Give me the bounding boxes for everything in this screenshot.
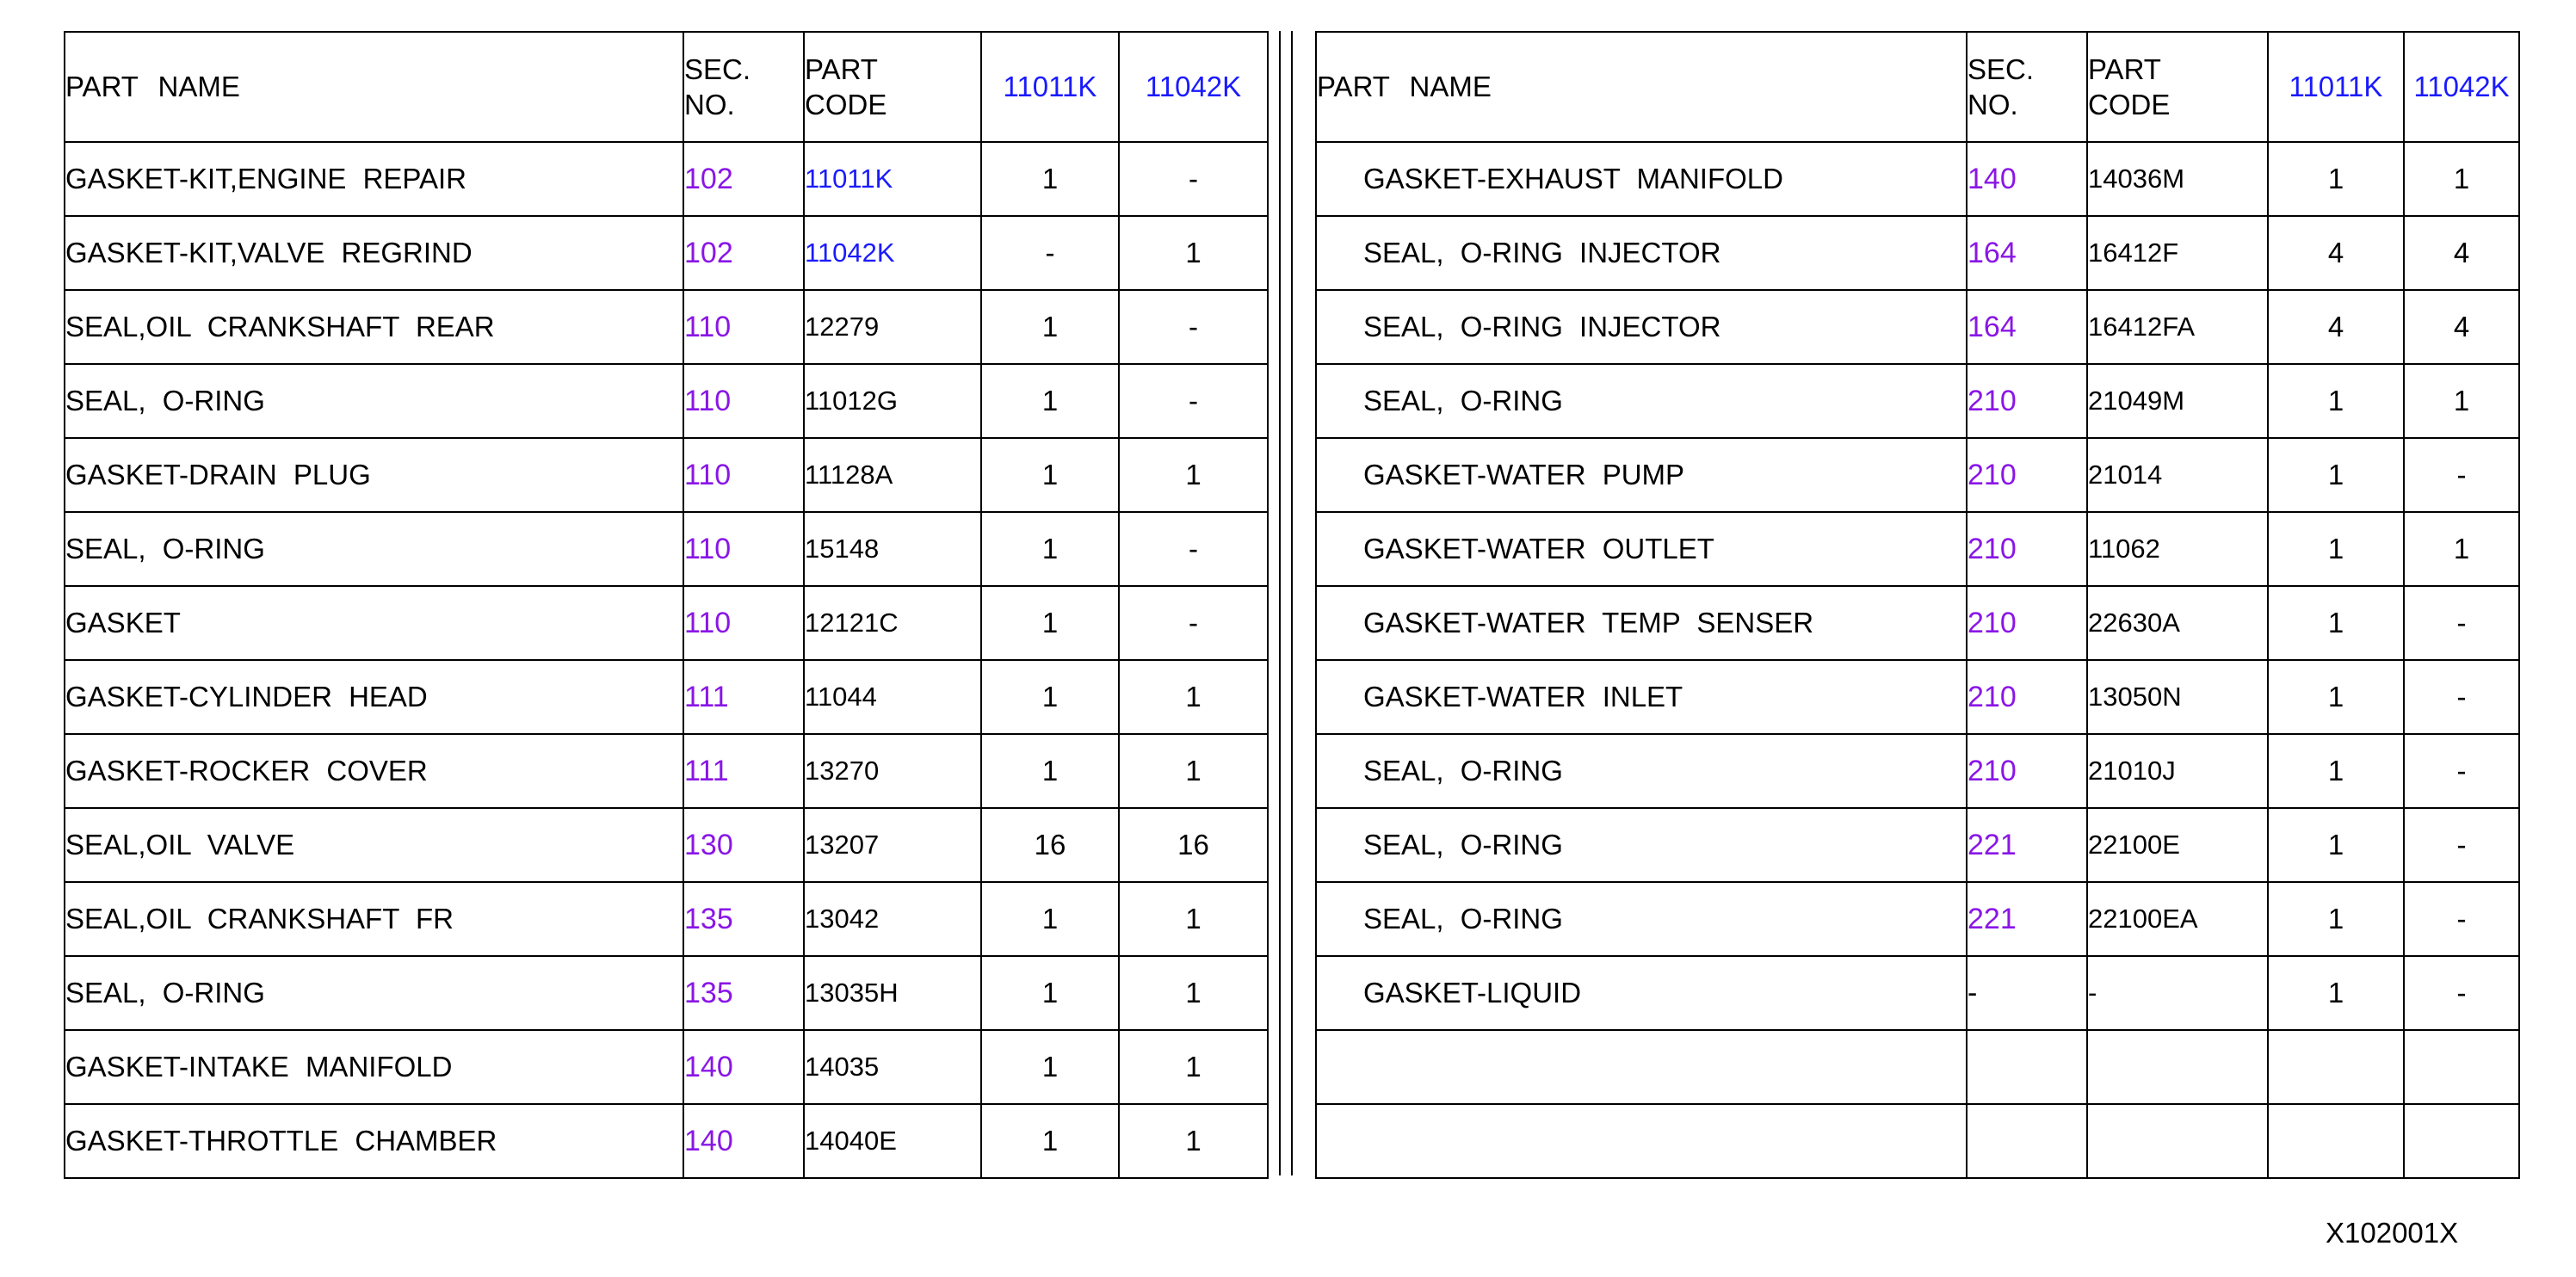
qty-11011k-cell: 1 (2268, 734, 2404, 808)
section-number-cell (1967, 1030, 2087, 1104)
part-code-cell (2087, 1030, 2268, 1104)
qty-11042k-cell: - (2404, 882, 2519, 956)
header-row (1316, 32, 2519, 142)
qty-11042k-cell: - (2404, 734, 2519, 808)
qty-11042k-cell: 1 (1119, 734, 1268, 808)
part-name-cell: GASKET-THROTTLE CHAMBER (65, 1104, 683, 1178)
qty-11011k-cell: 1 (981, 1104, 1119, 1178)
part-code-cell: 11011K (804, 142, 981, 216)
qty-11042k-cell: - (2404, 586, 2519, 660)
part-name-cell: GASKET-EXHAUST MANIFOLD (1316, 142, 1967, 216)
section-number-cell: 210 (1967, 512, 2087, 586)
qty-11011k-cell: 1 (981, 438, 1119, 512)
part-code-cell: 13270 (804, 734, 981, 808)
header-code-line2: CODE (2088, 89, 2171, 120)
qty-11011k-cell: 1 (981, 512, 1119, 586)
qty-11042k-cell: - (1119, 142, 1268, 216)
document-id: X102001X (2326, 1217, 2459, 1249)
part-name-cell: GASKET-KIT,ENGINE REPAIR (65, 142, 683, 216)
part-code-cell: 11012G (804, 364, 981, 438)
header-part-name: PART NAME (1316, 32, 1967, 142)
part-name-cell: SEAL, O-RING (65, 512, 683, 586)
qty-11042k-cell: - (2404, 808, 2519, 882)
part-code-cell: 11042K (804, 216, 981, 290)
part-name-cell: GASKET-LIQUID (1316, 956, 1967, 1030)
section-number-cell: 135 (683, 956, 804, 1030)
qty-11042k-cell: 1 (2404, 364, 2519, 438)
qty-11042k-cell (2404, 1104, 2519, 1178)
qty-11042k-cell: - (1119, 364, 1268, 438)
part-code-cell: 13035H (804, 956, 981, 1030)
header-kit-11042k: 11042K (1119, 32, 1268, 142)
table-row (65, 734, 1268, 808)
section-number-cell: 110 (683, 364, 804, 438)
left-table-body (65, 142, 1268, 1178)
qty-11011k-cell: 1 (981, 364, 1119, 438)
part-name-cell: GASKET-WATER INLET (1316, 660, 1967, 734)
part-code-cell: 12279 (804, 290, 981, 364)
table-row (1316, 586, 2519, 660)
section-number-cell: 210 (1967, 364, 2087, 438)
table-row (65, 660, 1268, 734)
part-code-cell (2087, 1104, 2268, 1178)
right-table-body (1316, 142, 2519, 1178)
header-sec-line2: NO. (1968, 89, 2018, 120)
header-sec-line2: NO. (684, 89, 735, 120)
part-name-cell (1316, 1104, 1967, 1178)
qty-11042k-cell: 1 (1119, 216, 1268, 290)
qty-11011k-cell: 1 (981, 290, 1119, 364)
part-code-cell: 22100EA (2087, 882, 2268, 956)
part-code-cell: 16412FA (2087, 290, 2268, 364)
table-row (1316, 1030, 2519, 1104)
qty-11011k-cell: 16 (981, 808, 1119, 882)
qty-11042k-cell: - (1119, 512, 1268, 586)
table-row (65, 808, 1268, 882)
qty-11042k-cell: 1 (1119, 956, 1268, 1030)
header-part-code (804, 32, 981, 142)
header-sec-line1: SEC. (684, 53, 751, 85)
section-number-cell: 111 (683, 660, 804, 734)
section-number-cell: 102 (683, 142, 804, 216)
part-code-cell: 13042 (804, 882, 981, 956)
part-name-cell: SEAL, O-RING (65, 364, 683, 438)
part-code-cell: 11044 (804, 660, 981, 734)
part-name-cell: SEAL, O-RING INJECTOR (1316, 216, 1967, 290)
part-name-cell: GASKET-ROCKER COVER (65, 734, 683, 808)
section-number-cell: 221 (1967, 808, 2087, 882)
qty-11011k-cell: 1 (2268, 142, 2404, 216)
section-number-cell: 102 (683, 216, 804, 290)
table-row (1316, 808, 2519, 882)
part-name-cell: GASKET-WATER PUMP (1316, 438, 1967, 512)
part-code-cell: 14035 (804, 1030, 981, 1104)
header-code-line2: CODE (805, 89, 887, 120)
table-row (1316, 660, 2519, 734)
table-row (1316, 364, 2519, 438)
table-row (65, 586, 1268, 660)
section-number-cell: 221 (1967, 882, 2087, 956)
part-name-cell: GASKET-CYLINDER HEAD (65, 660, 683, 734)
qty-11011k-cell: 4 (2268, 216, 2404, 290)
header-kit-11011k: 11011K (981, 32, 1119, 142)
part-code-cell: 14036M (2087, 142, 2268, 216)
qty-11042k-cell: 4 (2404, 290, 2519, 364)
qty-11042k-cell: - (2404, 956, 2519, 1030)
header-row (65, 32, 1268, 142)
part-name-cell: SEAL,OIL CRANKSHAFT FR (65, 882, 683, 956)
part-code-cell: 11062 (2087, 512, 2268, 586)
table-separator (1267, 31, 1315, 1175)
part-name-cell: SEAL, O-RING (65, 956, 683, 1030)
qty-11042k-cell: 16 (1119, 808, 1268, 882)
table-row (65, 290, 1268, 364)
header-part-name: PART NAME (65, 32, 683, 142)
part-code-cell: 22100E (2087, 808, 2268, 882)
section-number-cell: 110 (683, 438, 804, 512)
part-name-cell: SEAL, O-RING (1316, 364, 1967, 438)
section-number-cell: 111 (683, 734, 804, 808)
section-number-cell: 210 (1967, 734, 2087, 808)
header-part-code (2087, 32, 2268, 142)
table-row (1316, 438, 2519, 512)
qty-11011k-cell: 1 (2268, 364, 2404, 438)
qty-11042k-cell: - (2404, 660, 2519, 734)
section-number-cell: - (1967, 956, 2087, 1030)
part-code-cell: 13207 (804, 808, 981, 882)
qty-11042k-cell: 1 (1119, 882, 1268, 956)
part-code-cell: 21049M (2087, 364, 2268, 438)
qty-11011k-cell: 1 (981, 956, 1119, 1030)
qty-11042k-cell: 1 (1119, 1104, 1268, 1178)
qty-11042k-cell (2404, 1030, 2519, 1104)
part-code-cell: 16412F (2087, 216, 2268, 290)
part-name-cell: SEAL, O-RING INJECTOR (1316, 290, 1967, 364)
qty-11042k-cell: 1 (2404, 512, 2519, 586)
header-kit-11042k: 11042K (2404, 32, 2519, 142)
part-code-cell: 11128A (804, 438, 981, 512)
part-name-cell: GASKET-DRAIN PLUG (65, 438, 683, 512)
separator-line (1291, 31, 1293, 1175)
part-name-cell: GASKET-WATER TEMP SENSER (1316, 586, 1967, 660)
section-number-cell: 130 (683, 808, 804, 882)
parts-table-left (64, 31, 1269, 1179)
table-row (1316, 734, 2519, 808)
part-code-cell: - (2087, 956, 2268, 1030)
part-name-cell: GASKET (65, 586, 683, 660)
part-name-cell: SEAL,OIL VALVE (65, 808, 683, 882)
qty-11011k-cell: 1 (2268, 438, 2404, 512)
section-number-cell: 110 (683, 290, 804, 364)
table-row (65, 364, 1268, 438)
section-number-cell: 135 (683, 882, 804, 956)
table-row (65, 438, 1268, 512)
qty-11011k-cell (2268, 1030, 2404, 1104)
qty-11042k-cell: 1 (2404, 142, 2519, 216)
header-code-line1: PART (2088, 53, 2161, 85)
table-row (1316, 216, 2519, 290)
qty-11011k-cell: 1 (981, 586, 1119, 660)
parts-list-sheet (64, 31, 2518, 1175)
table-row (65, 1104, 1268, 1178)
header-sec-no (683, 32, 804, 142)
qty-11011k-cell: 1 (2268, 808, 2404, 882)
parts-table-right (1315, 31, 2520, 1179)
table-row (65, 216, 1268, 290)
qty-11011k-cell: 1 (2268, 882, 2404, 956)
qty-11011k-cell: 4 (2268, 290, 2404, 364)
section-number-cell (1967, 1104, 2087, 1178)
part-code-cell: 13050N (2087, 660, 2268, 734)
table-row (65, 512, 1268, 586)
qty-11042k-cell: - (1119, 290, 1268, 364)
header-kit-11011k: 11011K (2268, 32, 2404, 142)
table-row (65, 956, 1268, 1030)
qty-11011k-cell: 1 (981, 142, 1119, 216)
section-number-cell: 164 (1967, 290, 2087, 364)
qty-11011k-cell: 1 (981, 882, 1119, 956)
part-name-cell: GASKET-INTAKE MANIFOLD (65, 1030, 683, 1104)
table-row (1316, 956, 2519, 1030)
qty-11011k-cell: 1 (2268, 660, 2404, 734)
section-number-cell: 210 (1967, 438, 2087, 512)
table-row (1316, 512, 2519, 586)
separator-line (1279, 31, 1281, 1175)
table-row (1316, 882, 2519, 956)
part-code-cell: 21010J (2087, 734, 2268, 808)
table-row (65, 142, 1268, 216)
part-code-cell: 15148 (804, 512, 981, 586)
part-name-cell: GASKET-WATER OUTLET (1316, 512, 1967, 586)
part-name-cell: GASKET-KIT,VALVE REGRIND (65, 216, 683, 290)
qty-11042k-cell: 1 (1119, 660, 1268, 734)
qty-11011k-cell: 1 (981, 1030, 1119, 1104)
section-number-cell: 140 (683, 1104, 804, 1178)
table-row (65, 882, 1268, 956)
part-name-cell: SEAL, O-RING (1316, 734, 1967, 808)
section-number-cell: 210 (1967, 660, 2087, 734)
section-number-cell: 140 (1967, 142, 2087, 216)
header-sec-no (1967, 32, 2087, 142)
qty-11042k-cell: 4 (2404, 216, 2519, 290)
header-code-line1: PART (805, 53, 878, 85)
qty-11011k-cell: 1 (2268, 512, 2404, 586)
section-number-cell: 110 (683, 512, 804, 586)
qty-11011k-cell: 1 (981, 660, 1119, 734)
qty-11011k-cell: 1 (981, 734, 1119, 808)
table-row (65, 1030, 1268, 1104)
part-name-cell: SEAL, O-RING (1316, 808, 1967, 882)
qty-11011k-cell (2268, 1104, 2404, 1178)
qty-11042k-cell: - (2404, 438, 2519, 512)
section-number-cell: 140 (683, 1030, 804, 1104)
section-number-cell: 210 (1967, 586, 2087, 660)
part-name-cell: SEAL, O-RING (1316, 882, 1967, 956)
part-name-cell (1316, 1030, 1967, 1104)
table-row (1316, 142, 2519, 216)
qty-11011k-cell: - (981, 216, 1119, 290)
part-name-cell: SEAL,OIL CRANKSHAFT REAR (65, 290, 683, 364)
header-sec-line1: SEC. (1968, 53, 2035, 85)
section-number-cell: 110 (683, 586, 804, 660)
qty-11011k-cell: 1 (2268, 956, 2404, 1030)
qty-11042k-cell: 1 (1119, 1030, 1268, 1104)
section-number-cell: 164 (1967, 216, 2087, 290)
part-code-cell: 22630A (2087, 586, 2268, 660)
part-code-cell: 21014 (2087, 438, 2268, 512)
table-row (1316, 290, 2519, 364)
qty-11042k-cell: 1 (1119, 438, 1268, 512)
table-row (1316, 1104, 2519, 1178)
qty-11042k-cell: - (1119, 586, 1268, 660)
qty-11011k-cell: 1 (2268, 586, 2404, 660)
part-code-cell: 12121C (804, 586, 981, 660)
part-code-cell: 14040E (804, 1104, 981, 1178)
